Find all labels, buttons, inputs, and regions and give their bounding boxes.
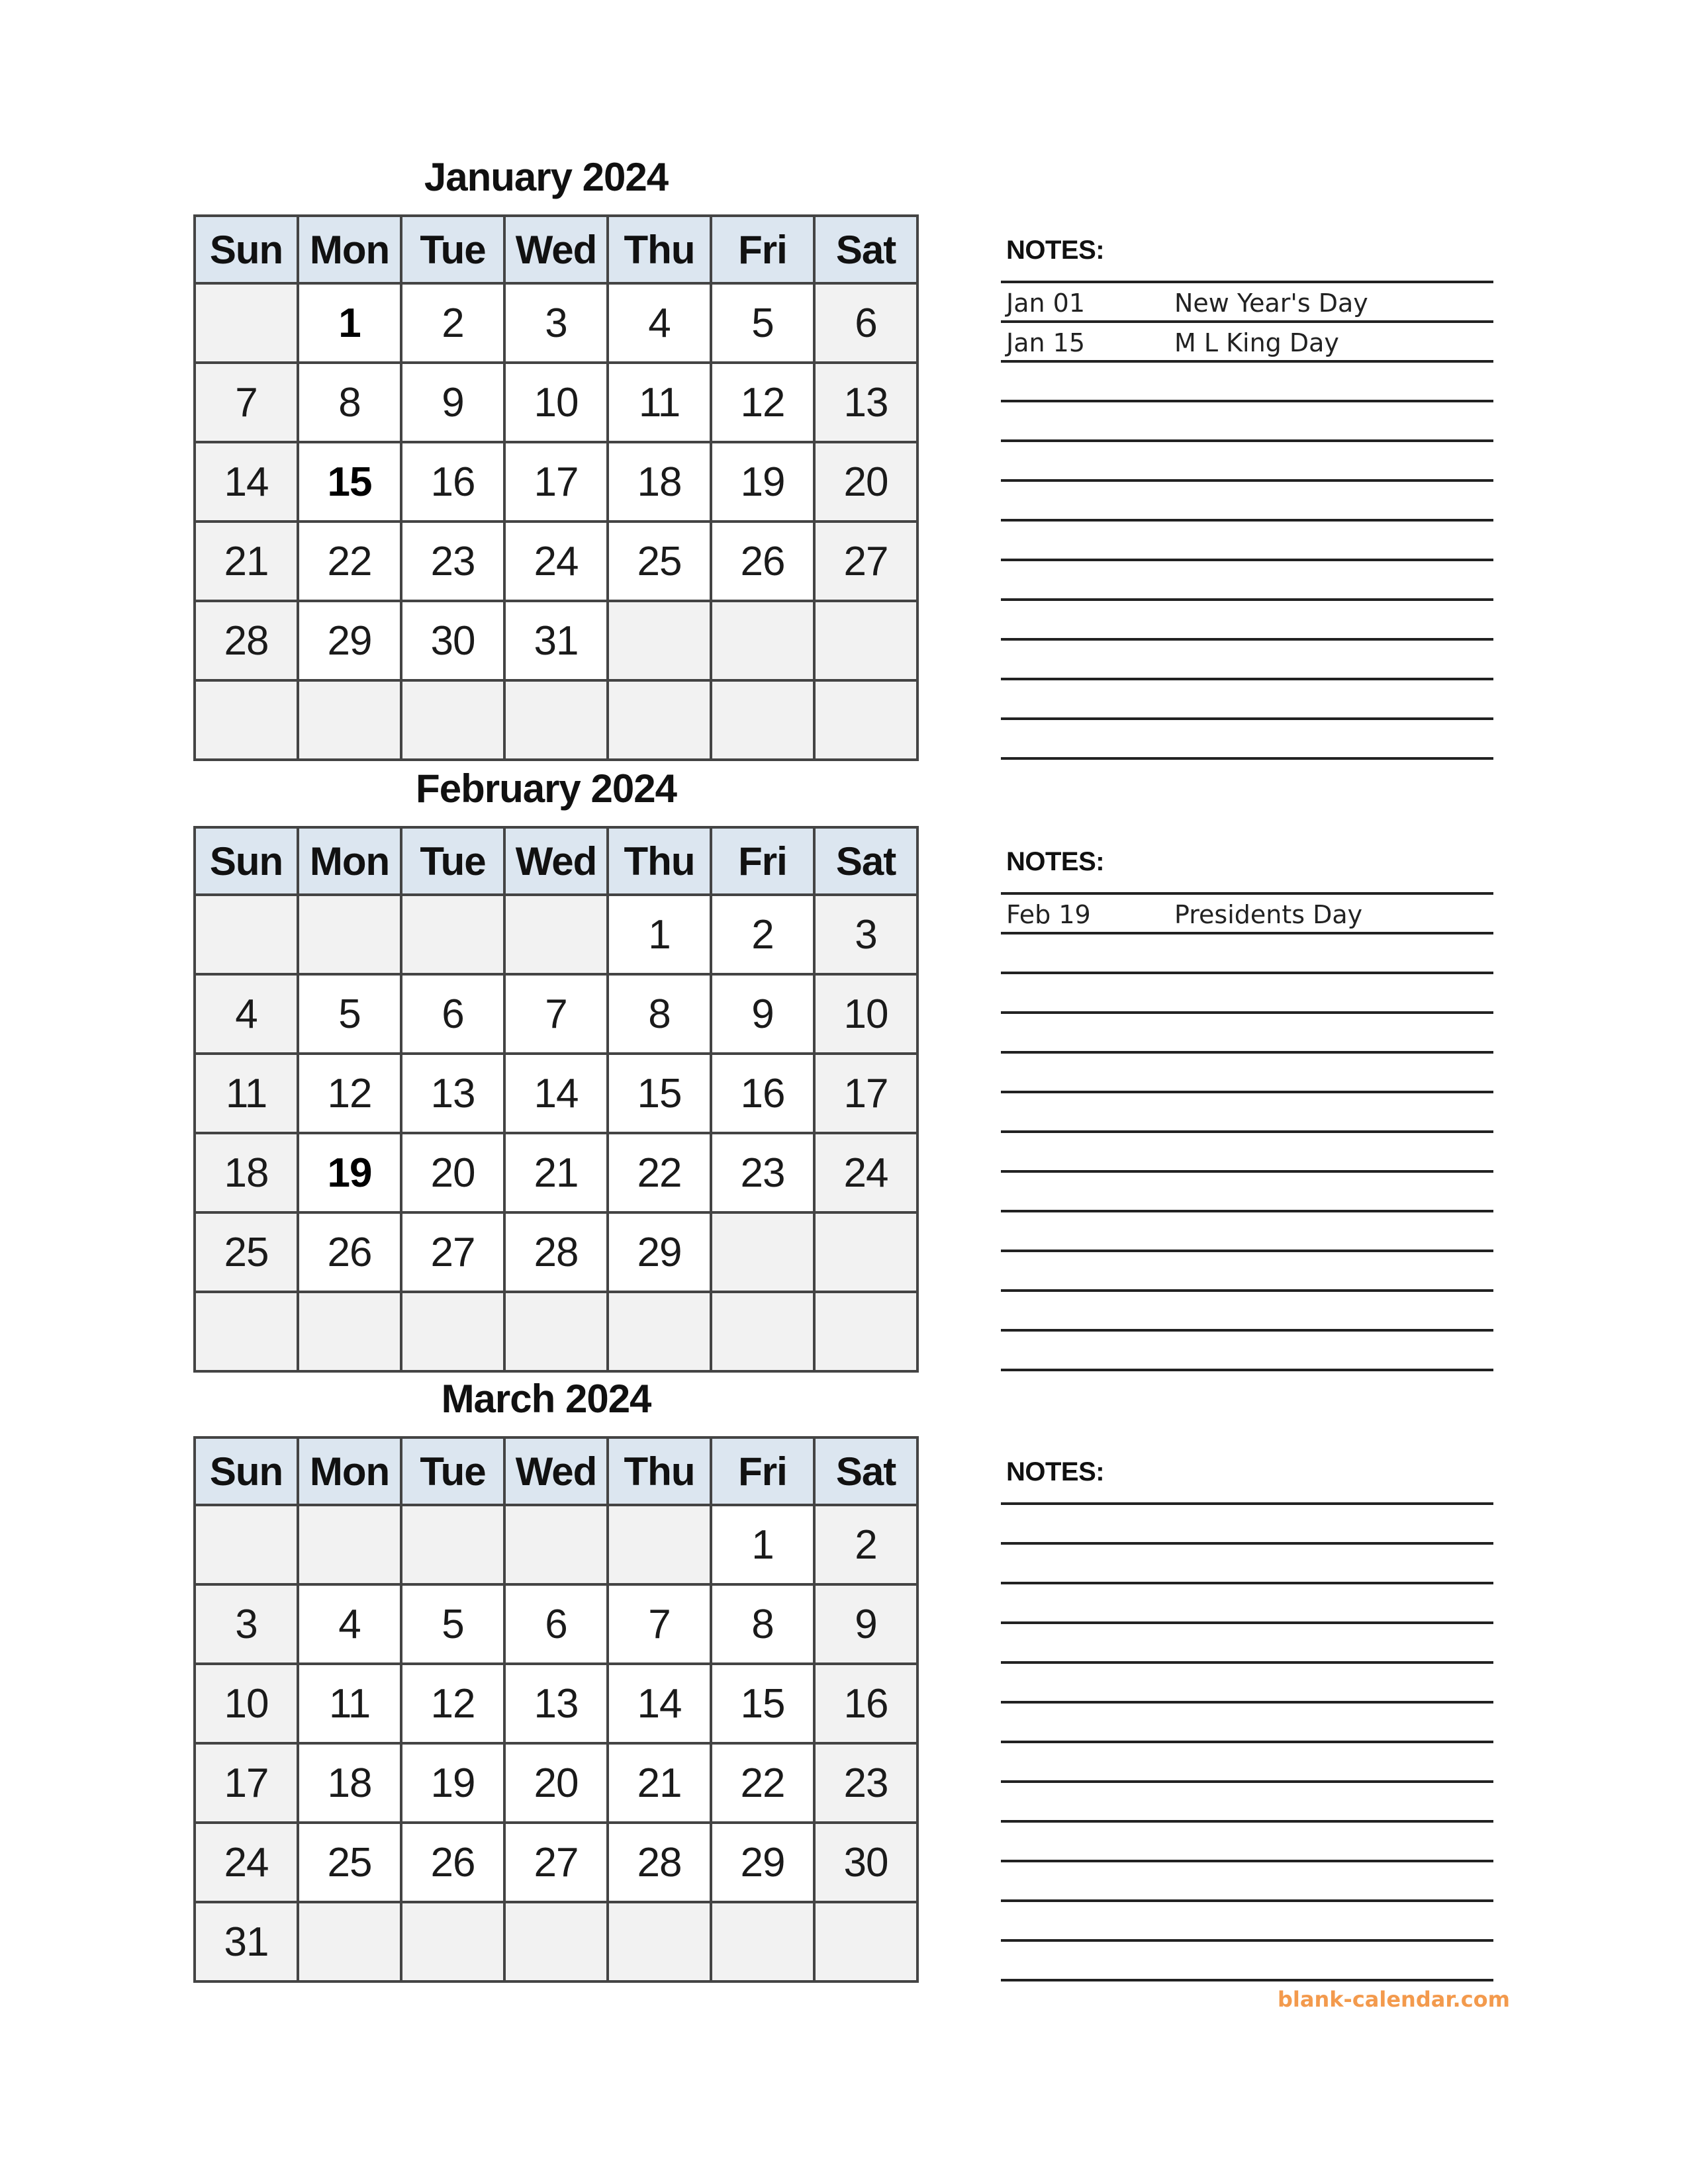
day-cell: 25 (298, 1823, 401, 1902)
day-cell: 19 (711, 442, 814, 522)
day-cell: 20 (814, 442, 917, 522)
day-cell (195, 895, 298, 974)
day-cell: 16 (401, 442, 504, 522)
day-cell: 10 (814, 974, 917, 1054)
week-row (195, 1505, 917, 1584)
week-row (195, 1902, 917, 1981)
weekday-header: Sun (195, 216, 298, 283)
day-cell: 6 (814, 283, 917, 363)
note-line[interactable] (1001, 1823, 1493, 1862)
day-cell: 24 (504, 522, 608, 601)
note-date: Jan 01 (1006, 289, 1086, 318)
day-cell: 7 (504, 974, 608, 1054)
weekday-header: Tue (401, 1437, 504, 1505)
month-grid (193, 1436, 919, 1983)
notes-title: NOTES: (1006, 236, 1105, 265)
day-cell: 30 (814, 1823, 917, 1902)
weekday-header: Mon (298, 1437, 401, 1505)
day-cell (401, 895, 504, 974)
note-line[interactable] (1001, 1942, 1493, 1981)
note-line[interactable] (1001, 855, 1493, 895)
day-cell: 24 (814, 1133, 917, 1212)
weekday-header: Sat (814, 1437, 917, 1505)
weekday-header: Mon (298, 216, 401, 283)
day-cell: 10 (195, 1664, 298, 1743)
day-cell: 3 (504, 283, 608, 363)
day-cell: 15 (298, 442, 401, 522)
day-cell (608, 1292, 711, 1371)
day-cell: 28 (608, 1823, 711, 1902)
day-cell: 21 (195, 522, 298, 601)
day-cell: 4 (195, 974, 298, 1054)
day-cell: 9 (401, 363, 504, 442)
weekday-header: Sun (195, 1437, 298, 1505)
weekday-header: Wed (504, 1437, 608, 1505)
day-cell: 18 (298, 1743, 401, 1823)
note-line[interactable] (1001, 323, 1493, 363)
day-cell: 6 (504, 1584, 608, 1664)
day-cell (195, 283, 298, 363)
day-cell: 22 (298, 522, 401, 601)
day-cell: 28 (504, 1212, 608, 1292)
day-cell: 20 (401, 1133, 504, 1212)
weekday-header: Fri (711, 827, 814, 895)
note-line[interactable] (1001, 1902, 1493, 1942)
day-cell: 21 (504, 1133, 608, 1212)
note-line[interactable] (1001, 895, 1493, 934)
day-cell (711, 1902, 814, 1981)
day-cell: 29 (711, 1823, 814, 1902)
day-cell: 9 (814, 1584, 917, 1664)
day-cell: 13 (401, 1054, 504, 1133)
note-line[interactable] (1001, 402, 1493, 442)
day-cell: 11 (298, 1664, 401, 1743)
month-title: February 2024 (416, 766, 677, 811)
week-row (195, 1584, 917, 1664)
day-cell (608, 601, 711, 680)
week-row (195, 1823, 917, 1902)
note-line[interactable] (1001, 1173, 1493, 1212)
day-cell: 3 (814, 895, 917, 974)
day-cell (814, 680, 917, 760)
day-cell (608, 1505, 711, 1584)
day-cell: 31 (195, 1902, 298, 1981)
note-line[interactable] (1001, 1292, 1493, 1332)
day-cell: 19 (298, 1133, 401, 1212)
week-row (195, 522, 917, 601)
weekday-header: Thu (608, 216, 711, 283)
weekday-header: Wed (504, 216, 608, 283)
day-cell (711, 680, 814, 760)
day-cell (401, 1902, 504, 1981)
day-cell: 21 (608, 1743, 711, 1823)
day-cell: 5 (401, 1584, 504, 1664)
note-holiday-name: New Year's Day (1174, 289, 1368, 318)
day-cell: 26 (401, 1823, 504, 1902)
day-cell: 2 (401, 283, 504, 363)
note-line[interactable] (1001, 244, 1493, 283)
day-cell: 8 (298, 363, 401, 442)
note-line[interactable] (1001, 283, 1493, 323)
week-row (195, 1212, 917, 1292)
day-cell: 8 (711, 1584, 814, 1664)
week-row (195, 1743, 917, 1823)
day-cell: 17 (814, 1054, 917, 1133)
day-cell (814, 1902, 917, 1981)
note-line[interactable] (1001, 1093, 1493, 1133)
note-line[interactable] (1001, 974, 1493, 1014)
day-cell (608, 1902, 711, 1981)
day-cell (298, 1902, 401, 1981)
day-cell (504, 1292, 608, 1371)
week-row (195, 1292, 917, 1371)
day-cell (814, 601, 917, 680)
day-cell (401, 680, 504, 760)
day-cell: 7 (608, 1584, 711, 1664)
note-line[interactable] (1001, 720, 1493, 760)
week-row (195, 1133, 917, 1212)
day-cell: 7 (195, 363, 298, 442)
day-cell: 17 (504, 442, 608, 522)
note-line[interactable] (1001, 934, 1493, 974)
note-holiday-name: Presidents Day (1174, 900, 1363, 929)
note-line[interactable] (1001, 1332, 1493, 1371)
weekday-header: Thu (608, 1437, 711, 1505)
note-line[interactable] (1001, 680, 1493, 720)
day-cell: 31 (504, 601, 608, 680)
note-line[interactable] (1001, 1743, 1493, 1783)
day-cell: 1 (711, 1505, 814, 1584)
day-cell (298, 1292, 401, 1371)
note-line[interactable] (1001, 1545, 1493, 1584)
day-cell: 14 (195, 442, 298, 522)
note-line[interactable] (1001, 641, 1493, 680)
day-cell: 5 (298, 974, 401, 1054)
note-line[interactable] (1001, 363, 1493, 402)
day-cell: 9 (711, 974, 814, 1054)
note-line[interactable] (1001, 1783, 1493, 1823)
week-row (195, 1664, 917, 1743)
week-row (195, 283, 917, 363)
day-cell (504, 895, 608, 974)
day-cell: 16 (814, 1664, 917, 1743)
day-cell: 1 (608, 895, 711, 974)
day-cell (298, 680, 401, 760)
week-row (195, 1054, 917, 1133)
day-cell: 4 (298, 1584, 401, 1664)
day-cell (504, 1902, 608, 1981)
day-cell: 5 (711, 283, 814, 363)
day-cell (814, 1212, 917, 1292)
day-cell: 27 (814, 522, 917, 601)
day-cell (401, 1505, 504, 1584)
day-cell (711, 601, 814, 680)
notes-title: NOTES: (1006, 1457, 1105, 1486)
day-cell: 12 (298, 1054, 401, 1133)
week-row (195, 895, 917, 974)
day-cell: 29 (608, 1212, 711, 1292)
day-cell (504, 680, 608, 760)
day-cell: 26 (711, 522, 814, 601)
day-cell: 24 (195, 1823, 298, 1902)
day-cell: 12 (711, 363, 814, 442)
note-line[interactable] (1001, 1252, 1493, 1292)
day-cell: 13 (814, 363, 917, 442)
day-cell (504, 1505, 608, 1584)
note-date: Jan 15 (1006, 328, 1086, 357)
note-line[interactable] (1001, 1465, 1493, 1505)
day-cell: 2 (814, 1505, 917, 1584)
day-cell (298, 895, 401, 974)
day-cell (608, 680, 711, 760)
day-cell (401, 1292, 504, 1371)
day-cell: 20 (504, 1743, 608, 1823)
week-row (195, 442, 917, 522)
day-cell (195, 680, 298, 760)
day-cell: 26 (298, 1212, 401, 1292)
month-grid (193, 826, 919, 1373)
day-cell: 8 (608, 974, 711, 1054)
month-title: January 2024 (424, 155, 669, 199)
note-line[interactable] (1001, 1505, 1493, 1545)
note-line[interactable] (1001, 1624, 1493, 1664)
day-cell: 14 (608, 1664, 711, 1743)
day-cell: 10 (504, 363, 608, 442)
day-cell: 23 (711, 1133, 814, 1212)
day-cell: 23 (401, 522, 504, 601)
day-cell: 18 (608, 442, 711, 522)
day-cell (195, 1292, 298, 1371)
note-date: Feb 19 (1006, 900, 1091, 929)
day-cell: 2 (711, 895, 814, 974)
day-cell: 15 (711, 1664, 814, 1743)
day-cell: 27 (504, 1823, 608, 1902)
day-cell: 13 (504, 1664, 608, 1743)
day-cell (711, 1212, 814, 1292)
day-cell: 23 (814, 1743, 917, 1823)
day-cell: 1 (298, 283, 401, 363)
day-cell: 12 (401, 1664, 504, 1743)
note-line[interactable] (1001, 1664, 1493, 1704)
day-cell: 25 (195, 1212, 298, 1292)
day-cell: 22 (711, 1743, 814, 1823)
weekday-header: Thu (608, 827, 711, 895)
weekday-header: Fri (711, 1437, 814, 1505)
week-row (195, 974, 917, 1054)
day-cell: 28 (195, 601, 298, 680)
day-cell (814, 1292, 917, 1371)
day-cell: 4 (608, 283, 711, 363)
weekday-header: Tue (401, 827, 504, 895)
day-cell: 6 (401, 974, 504, 1054)
weekday-header: Fri (711, 216, 814, 283)
week-row (195, 680, 917, 760)
day-cell: 11 (195, 1054, 298, 1133)
note-line[interactable] (1001, 1584, 1493, 1624)
day-cell: 19 (401, 1743, 504, 1823)
day-cell: 29 (298, 601, 401, 680)
day-cell: 14 (504, 1054, 608, 1133)
note-line[interactable] (1001, 1862, 1493, 1902)
week-row (195, 601, 917, 680)
weekday-header: Mon (298, 827, 401, 895)
month-grid (193, 214, 919, 761)
weekday-header: Sun (195, 827, 298, 895)
note-line[interactable] (1001, 561, 1493, 601)
day-cell (298, 1505, 401, 1584)
day-cell: 16 (711, 1054, 814, 1133)
week-row (195, 363, 917, 442)
note-line[interactable] (1001, 1212, 1493, 1252)
day-cell (711, 1292, 814, 1371)
day-cell: 30 (401, 601, 504, 680)
note-line[interactable] (1001, 1704, 1493, 1743)
day-cell: 25 (608, 522, 711, 601)
weekday-header: Sat (814, 216, 917, 283)
month-title: March 2024 (441, 1377, 651, 1421)
day-cell: 15 (608, 1054, 711, 1133)
note-line[interactable] (1001, 601, 1493, 641)
weekday-header: Tue (401, 216, 504, 283)
note-line[interactable] (1001, 522, 1493, 561)
day-cell: 17 (195, 1743, 298, 1823)
note-holiday-name: M L King Day (1174, 328, 1339, 357)
note-line[interactable] (1001, 1133, 1493, 1173)
day-cell: 11 (608, 363, 711, 442)
day-cell: 3 (195, 1584, 298, 1664)
footer-link[interactable]: blank-calendar.com (1278, 1987, 1510, 2012)
day-cell: 27 (401, 1212, 504, 1292)
note-line[interactable] (1001, 1054, 1493, 1093)
weekday-header: Wed (504, 827, 608, 895)
note-line[interactable] (1001, 1014, 1493, 1054)
notes-title: NOTES: (1006, 847, 1105, 876)
note-line[interactable] (1001, 442, 1493, 482)
weekday-header: Sat (814, 827, 917, 895)
day-cell: 18 (195, 1133, 298, 1212)
day-cell (195, 1505, 298, 1584)
day-cell: 22 (608, 1133, 711, 1212)
note-line[interactable] (1001, 482, 1493, 522)
